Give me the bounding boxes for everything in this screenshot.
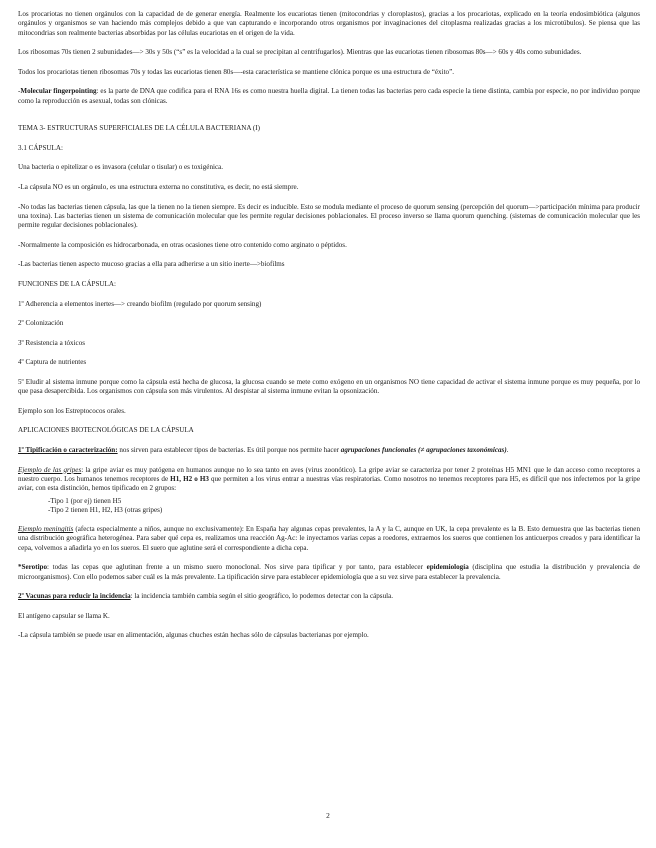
paragraph-ejemplo: Ejemplo son los Estreptococos orales. [18, 406, 126, 415]
paragraph-procariotas: Los procariotas no tienen orgánulos con la capacidad de de generar energía. Realmente los eucariotas tienen (mitocondrias y cloroplastos), gracias a los procariotas, explicado en la teoría endosimbiótica (algunos orgánulos y organismos se van haciendo más complejos debido a que van capturando e incorporando otros organismos por invaginaciones del citoplasma realizadas gracias a los microtúbulos). Se piensa que las mitocondrias son realmente bacterias absorbidas por las células eucariotas en el origen de la vida. [18, 10, 640, 37]
serotipo-text-a: : todas las cepas que aglutinan frente a un mismo suero monoclonal. Nos sirve para tipificar y por tanto, para establecer [47, 563, 427, 572]
gripe-text-b: que permiten a los virus entrar a nuestras vías respiratorias. Como nosotros no tenemos receptores para H5, es difícil que nos infectemos por la gripe aviar, con esta distinción, hemos tipificado en 2 grupos: [18, 474, 640, 493]
paragraph-composicion: -Normalmente la composición es hidrocarbonada, en otras ocasiones tiene otro contenido como arginato o péptidos. [18, 240, 347, 249]
gripe-label: Ejemplo de las gripes [18, 465, 82, 474]
aplicacion-2-head: 2º Vacunas para reducir la incidencia [18, 592, 131, 601]
meningitis-text: (afecta especialmente a niños, aunque no exclusivamente): En España hay algunas cepas prevalentes, la A y la C, aunque en UK, la cepa prevalente es la B. Esto demuestra que las bacterias tienen una distribución geográfica heterogénea. Para saber qué cepa es, realizamos una reacción Ag-Ac: le inyectamos varias cepas a roedores, extraemos los sueros que contienen los anticuerpos creados y para identificar la cepa, volvemos a añadirla yo en los sueros. El suero que aglutine será el correspondiente a dicha cepa. [18, 525, 640, 552]
funcion-2: 2º Colonización [18, 319, 64, 328]
epidemiologia-term: epidemiología [426, 563, 469, 572]
serotipo-text-b: (disciplina que estudia la distribución y prevalencia de microorganismos). Con ello podemos saber cuál es la más prevalente. La tipificación sirve para establecer epidemiología que a su vez sirve para establecer la prevalencia. [18, 563, 640, 581]
serotipo-term: *Serotipo [18, 563, 48, 572]
aplicaciones-title: APLICACIONES BIOTECNOLÓGICAS DE LA CÁPSULA [18, 426, 194, 435]
aplicacion-1 [18, 446, 640, 455]
gripe-bold: H1, H2 o H3 [170, 474, 209, 483]
tipos-list [48, 497, 640, 516]
funciones-title: FUNCIONES DE LA CÁPSULA: [18, 280, 116, 289]
page-number: 2 [326, 811, 330, 820]
term-fingerpointing: Molecular fingerpointing [20, 87, 97, 96]
meningitis-label: Ejemplo meningitis [18, 525, 74, 534]
paragraph-ribosomas-70s: Todos los procariotas tienen ribosomas 70s y todas las eucariotas tienen 80s—-esta característica se mantiene clónica porque es una estructura de “éxito”. [18, 67, 455, 76]
aplicacion-1-text: nos sirven para establecer tipos de bacterias. Es útil porque nos permite hacer [117, 446, 341, 455]
paragraph-invasora: Una bacteria o epitelizar o es invasora (celular o tisular) o es toxigénica. [18, 163, 224, 172]
section-capsula: 3.1 CÁPSULA: [18, 143, 63, 152]
fingerpointing-text: : es la parte de DNA que codifica para el RNA 16s es como nuestra huella digital. La tienen todas las bacterias pero cada especie la tiene distinta, cambia por especie, no por individuo porque como la reproducción es asexual, todas son clónicas. [18, 87, 640, 105]
paragraph-gripe [18, 466, 640, 494]
funcion-3: 3º Resistencia a tóxicos [18, 338, 86, 347]
aplicacion-2 [18, 592, 640, 601]
paragraph-serotipo [18, 563, 640, 582]
aplicacion-1-head: 1º Tipificación o caracterización: [18, 446, 118, 455]
paragraph-alimentacion: -La cápsula también se puede usar en alimentación, algunas chuches están hechas sólo de cápsulas bacterianas por ejemplo. [18, 631, 369, 640]
aplicacion-2-text: : la incidencia también cambia según el sitio geográfico, lo podemos detectar con la cápsula. [130, 592, 394, 601]
paragraph-meningitis [18, 525, 640, 553]
document-page [18, 10, 640, 651]
aplicacion-1-end: . [506, 446, 509, 455]
paragraph-fingerpointing: -Molecular fingerpointing: es la parte de DNA que codifica para el RNA 16s es como nuestra huella digital. La tienen todas las bacterias pero cada especie la tiene distinta, cambia por especie, no por individuo porque como la reproducción es asexual, todas son clónicas. [18, 87, 640, 105]
funcion-5: 5º Eludir al sistema inmune porque como la cápsula está hecha de glucosa, la glucosa cuando se mete como exógeno en un organismos NO tiene capacidad de activar el sistema inmune porque es muy pequeña, por lo que pasa desapercibida. Los organismos con cápsula son más virulentos. Al despistar al sistema inmune evitan la opsonización. [18, 377, 640, 396]
paragraph-antigeno: El antígeno capsular se llama K. [18, 611, 110, 620]
funcion-4: 4º Captura de nutrientes [18, 358, 87, 367]
funcion-1: 1º Adherencia a elementos inertes—> creando biofilm (regulado por quorum sensing) [18, 299, 262, 308]
paragraph-ribosomas: Los ribosomas 70s tienen 2 subunidades—> 30s y 50s (“s” es la velocidad a la cual se precipitan al centrifugarlos). Mientras que las eucariotas tienen ribosomas 80s—> 60s y 40s como subunidades. [18, 48, 582, 57]
paragraph-mucoso: -Las bacterias tienen aspecto mucoso gracias a ella para adherirse a un sitio inerte—>biofilms [18, 260, 285, 269]
list-item: - Tipo 1 (por ej) tienen H5 [48, 497, 640, 506]
agrupaciones-term: agrupaciones funcionales (≠ agrupaciones taxonómicas) [340, 446, 507, 455]
gripe-text-a: : la gripe aviar es muy patógena en humanos aunque no lo sea tanto en aves (virus zoonótico). La gripe aviar se caracteriza por tener 2 proteínas H5 MN1 que le dan acceso como receptores a nuestro cuerpo. Los humanos tenemos receptores de [18, 465, 640, 483]
paragraph-quorum: -No todas las bacterias tienen cápsula, las que la tienen no la tienen siempre. Es decir es inducible. Esto se modula mediante el proceso de quorum sensing (percepción del quorum—>participación mínima para producir una toxina). Las bacterias tienen un sistema de comunicación molecular que les permite regular decisiones poblacionales. El proceso inverso se llama quorum quenching. (sistemas de comunicación molecular que les permite regular decisiones poblacionales). [18, 202, 640, 230]
tema-title: TEMA 3- ESTRUCTURAS SUPERFICIALES DE LA CÉLULA BACTERIANA (I) [18, 124, 260, 133]
list-item: - Tipo 2 tienen H1, H2, H3 (otras gripes) [48, 506, 640, 515]
paragraph-no-organulo: -La cápsula NO es un orgánulo, es una estructura externa no constitutiva, es decir, no está siempre. [18, 183, 299, 192]
